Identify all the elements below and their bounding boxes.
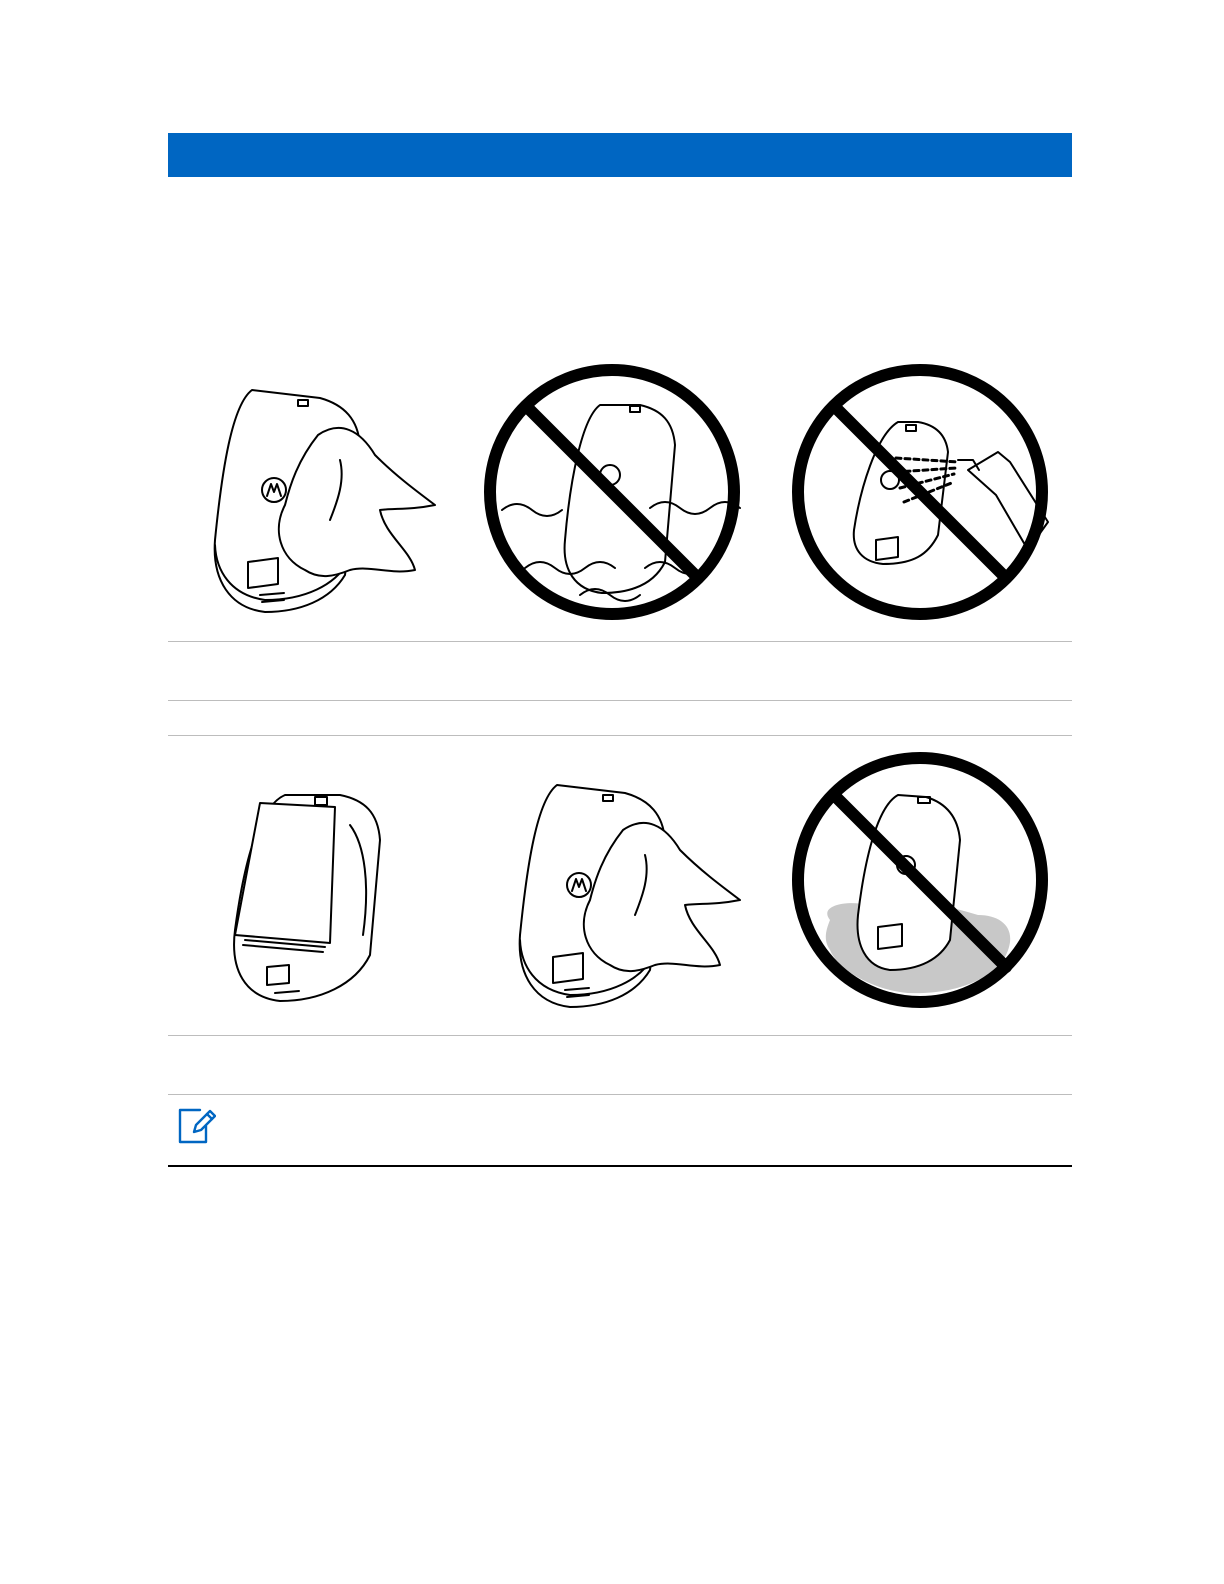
section-header-bar <box>168 133 1072 177</box>
row-divider <box>168 1094 1072 1095</box>
device-spray-bottle-icon <box>778 350 1078 630</box>
note-pencil-icon <box>176 1104 216 1146</box>
device-submerged-water-icon <box>470 350 770 630</box>
row-divider <box>168 1035 1072 1036</box>
device-battery-removed-icon <box>175 745 475 1025</box>
row-divider <box>168 735 1072 736</box>
device-wipe-cloth-icon <box>475 745 775 1025</box>
row-divider <box>168 641 1072 642</box>
device-puddle-icon <box>778 745 1078 1025</box>
row-divider <box>168 700 1072 701</box>
section-bottom-rule <box>168 1165 1072 1167</box>
device-wipe-cloth-icon <box>170 350 470 630</box>
